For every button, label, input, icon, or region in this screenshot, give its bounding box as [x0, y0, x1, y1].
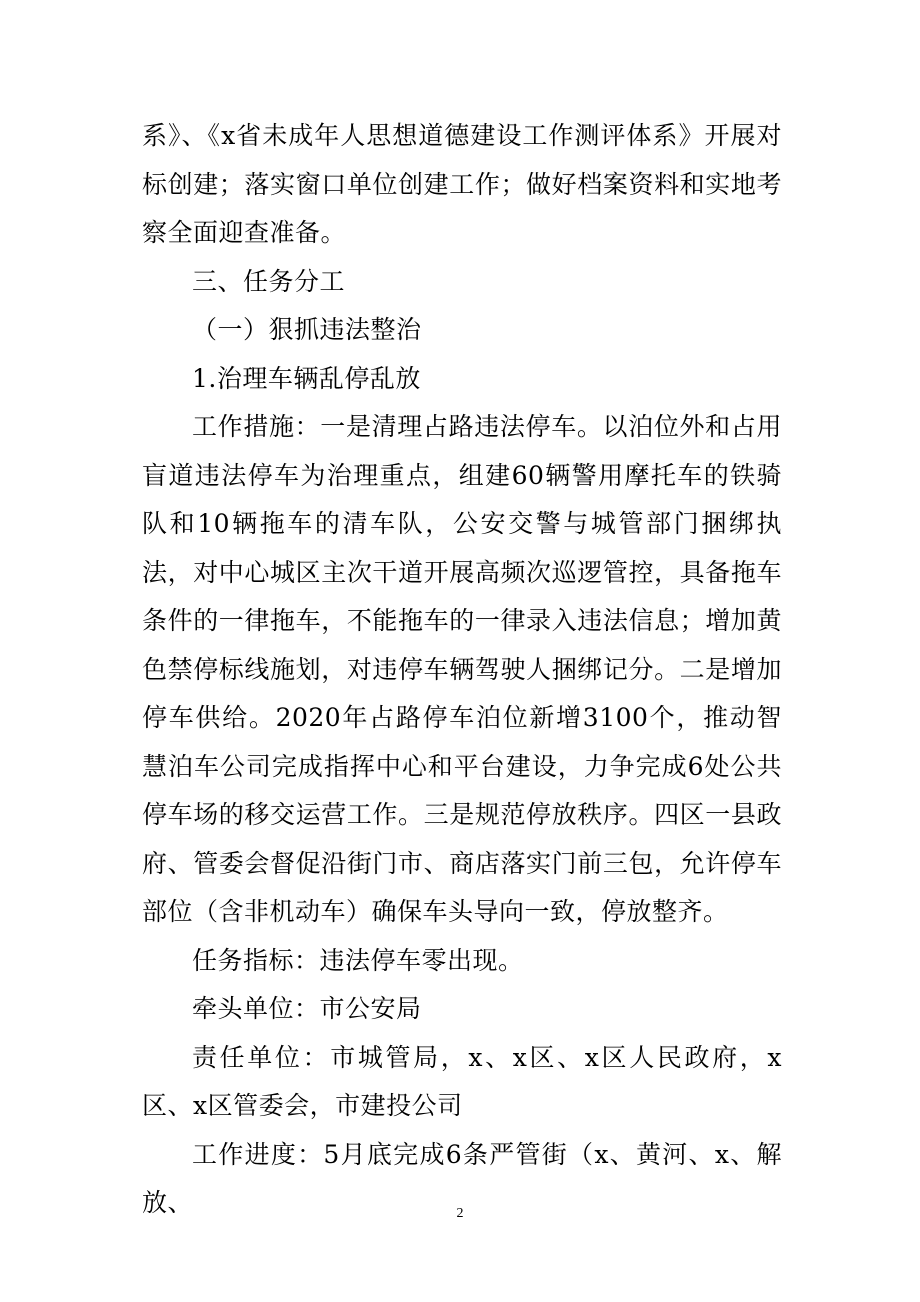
responsible-units-paragraph: 责任单位：市城管局，x、x区、x区人民政府，x区、x区管委会，市建投公司: [142, 1042, 782, 1120]
work-measures-paragraph: 工作措施：一是清理占路违法停车。以泊位外和占用盲道违法停车为治理重点，组建60辆警用摩托车的铁骑队和10辆拖车的清车队，公安交警与城管部门捆绑执法，对中心城区主次干道开展高频次巡逻管控，具备拖车条件的一律拖车，不能拖车的一律录入违法信息；增加黄色禁停标线施划，对违停车辆驾驶人捆绑记分。二是增加停车供给。2020年占路停车泊位新增3100个，推动智慧泊车公司完成指挥中心和平台建设，力争完成6处公共停车场的移交运营工作。三是规范停放秩序。四区一县政府、管委会督促沿街门市、商店落实门前三包，允许停车部位（含非机动车）确保车头导向一致，停放整齐。: [142, 412, 782, 926]
lead-unit-paragraph: 牵头单位：市公安局: [192, 994, 422, 1023]
task-target-paragraph: 任务指标：违法停车零出现。: [192, 945, 524, 975]
item-heading: 1.治理车辆乱停乱放: [192, 363, 421, 393]
paragraph-continuation: 系》、《x省未成年人思想道德建设工作测评体系》开展对标创建；落实窗口单位创建工作；做好档案资料和实地考察全面迎查准备。: [142, 121, 782, 247]
subsection-heading: （一）狠抓违法整治: [192, 315, 422, 344]
page-number: 2: [456, 1206, 464, 1221]
work-progress-paragraph: 工作进度：5月底完成6条严管街（x、黄河、x、解放、: [142, 1139, 782, 1217]
section-heading: 三、任务分工: [192, 266, 346, 296]
document-body: [142, 112, 782, 1228]
